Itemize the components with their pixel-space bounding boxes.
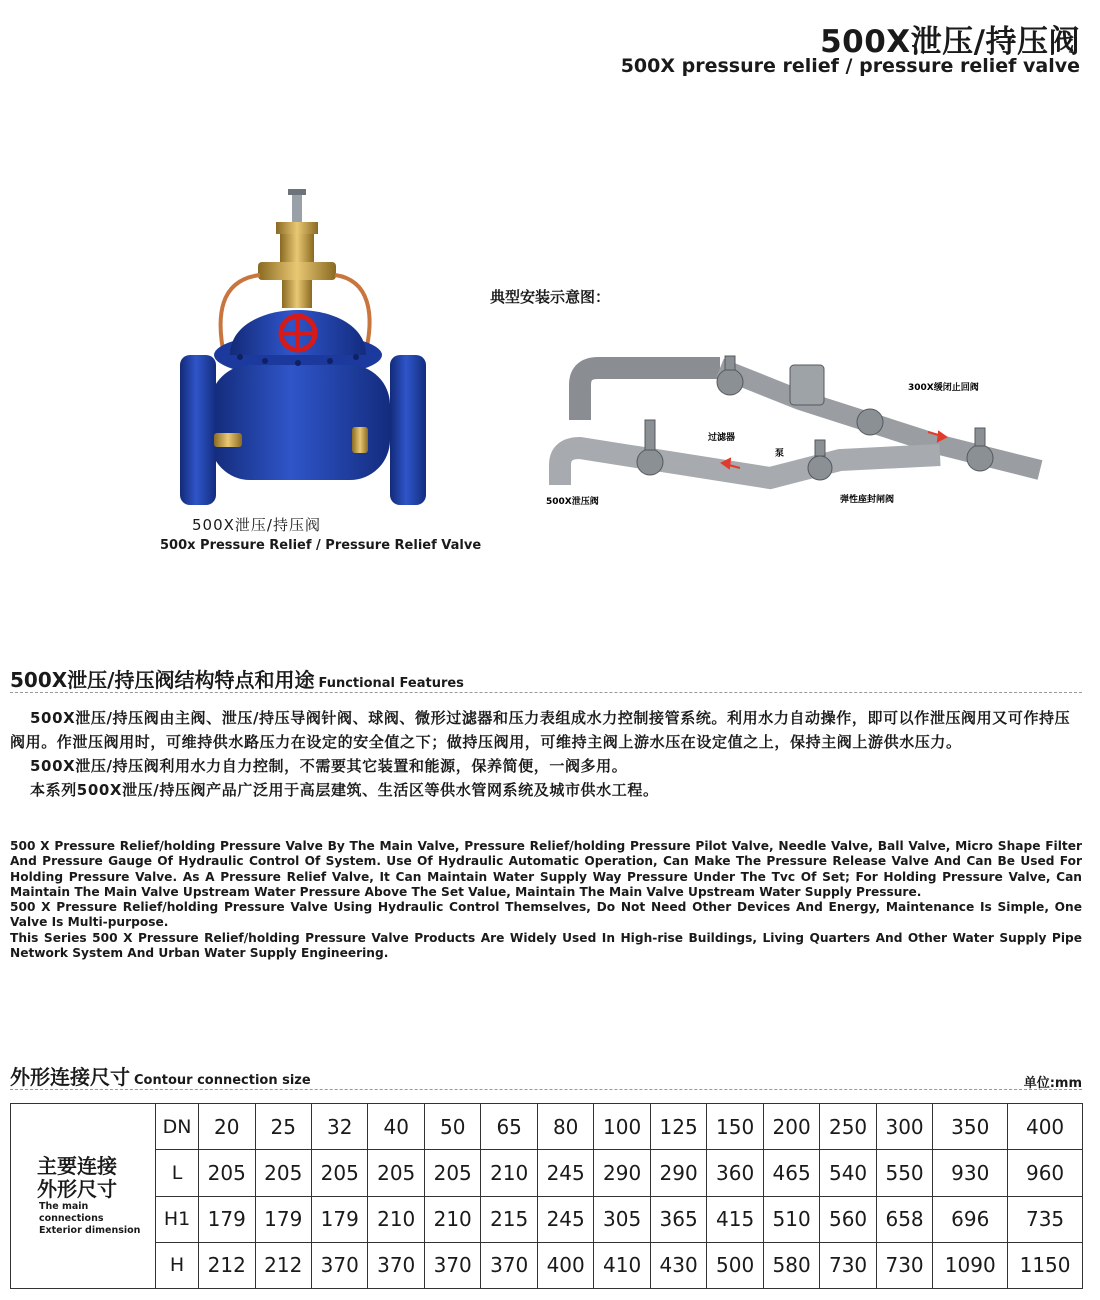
row-group-header — [11, 1104, 156, 1289]
features-heading-cn: 500X泄压/持压阀结构特点和用途 — [10, 668, 315, 692]
table-cell: 100 — [594, 1104, 650, 1150]
table-row — [11, 1104, 1083, 1150]
table-cell: 210 — [424, 1196, 480, 1242]
table-cell: 350 — [933, 1104, 1008, 1150]
table-cell: 50 — [424, 1104, 480, 1150]
unit-label: 单位:mm — [1023, 1076, 1082, 1091]
valve-caption-en: 500x Pressure Relief / Pressure Relief Valve — [160, 538, 482, 553]
dimensions-divider — [10, 1089, 1082, 1090]
valve-product-image — [170, 185, 440, 515]
row-label-dn: DN — [156, 1104, 199, 1150]
table-cell: 1090 — [933, 1242, 1008, 1288]
table-cell: 205 — [311, 1150, 367, 1196]
table-cell: 465 — [763, 1150, 819, 1196]
features-divider — [10, 692, 1082, 693]
table-cell: 370 — [311, 1242, 367, 1288]
cn-paragraph: 500X泄压/持压阀利用水力自力控制，不需要其它装置和能源，保养简便，一阀多用。 — [30, 757, 628, 775]
table-cell: 205 — [368, 1150, 424, 1196]
en-paragraph: 500 X Pressure Relief/holding Pressure Valve By The Main Valve, Pressure Relief/holding Pressure Pilot Valve, Needle Valve, Ball Valve, Micro Shape Filter And Pressure Gauge Of Hydraulic Control Of System. Use Of Hydraulic Automatic Operation, Can Make The Pressure Release Valve And Can Be Used For Holding Pressure Valve. As A Pressure Relief Valve, It Can Maintain Water Supply Way Pressure Under The Tvc Of Set; For Holding Pressure Valve, Can Maintain The Main Valve Upstream Water Pressure Above The Set Value, Maintain The Main Valve Upstream Water Supply Pressure. — [10, 839, 1082, 899]
table-cell: 80 — [537, 1104, 593, 1150]
table-cell: 32 — [311, 1104, 367, 1150]
table-cell: 20 — [199, 1104, 255, 1150]
table-cell: 735 — [1008, 1196, 1083, 1242]
valve-caption-cn: 500X泄压/持压阀 — [192, 516, 321, 534]
table-cell: 360 — [707, 1150, 763, 1196]
features-cn-text — [10, 706, 1082, 802]
table-cell: 179 — [255, 1196, 311, 1242]
table-cell: 210 — [368, 1196, 424, 1242]
table-cell: 510 — [763, 1196, 819, 1242]
table-cell: 410 — [594, 1242, 650, 1288]
table-cell: 205 — [255, 1150, 311, 1196]
table-row — [11, 1150, 1083, 1196]
table-cell: 215 — [481, 1196, 537, 1242]
table-cell: 179 — [199, 1196, 255, 1242]
table-cell: 430 — [650, 1242, 706, 1288]
installation-title: 典型安装示意图： — [490, 288, 611, 306]
label-relief-valve: 500X泄压阀 — [546, 497, 599, 507]
table-cell: 40 — [368, 1104, 424, 1150]
row-header-cn-2: 外形尺寸 — [37, 1177, 117, 1201]
label-check-valve: 300X缓闭止回阀 — [908, 383, 979, 393]
table-cell: 65 — [481, 1104, 537, 1150]
dimension-table — [10, 1103, 1083, 1289]
table-cell: 540 — [820, 1150, 876, 1196]
table-cell: 125 — [650, 1104, 706, 1150]
table-cell: 580 — [763, 1242, 819, 1288]
table-cell: 300 — [876, 1104, 932, 1150]
dimensions-heading-cn: 外形连接尺寸 — [10, 1065, 130, 1089]
row-label-l: L — [156, 1150, 199, 1196]
cn-paragraph: 500X泄压/持压阀由主阀、泄压/持压导阀针阀、球阀、微形过滤器和压力表组成水力控制接管系统。利用水力自动操作，即可以作泄压阀用又可作持压阀用。作泄压阀用时，可维持供水路压力在设定的安全值之下；做持压阀用，可维持主阀上游水压在设定值之上，保持主阀上游供水压力。 — [10, 709, 1071, 751]
en-paragraph: 500 X Pressure Relief/holding Pressure Valve Using Hydraulic Control Themselves, Do Not Need Other Devices And Energy, Maintenance Is Simple, One Valve Is Multi-purpose. — [10, 900, 1082, 930]
table-cell: 25 — [255, 1104, 311, 1150]
table-cell: 245 — [537, 1150, 593, 1196]
table-cell: 212 — [255, 1242, 311, 1288]
table-cell: 205 — [199, 1150, 255, 1196]
table-cell: 930 — [933, 1150, 1008, 1196]
table-cell: 550 — [876, 1150, 932, 1196]
table-cell: 305 — [594, 1196, 650, 1242]
table-cell: 212 — [199, 1242, 255, 1288]
table-cell: 370 — [481, 1242, 537, 1288]
table-cell: 370 — [424, 1242, 480, 1288]
table-cell: 245 — [537, 1196, 593, 1242]
table-cell: 205 — [424, 1150, 480, 1196]
table-cell: 200 — [763, 1104, 819, 1150]
row-header-cn-1: 主要连接 — [37, 1154, 117, 1178]
table-cell: 1150 — [1008, 1242, 1083, 1288]
table-cell: 730 — [820, 1242, 876, 1288]
table-cell: 400 — [537, 1242, 593, 1288]
label-filter: 过滤器 — [708, 433, 736, 443]
table-cell: 560 — [820, 1196, 876, 1242]
en-paragraph: This Series 500 X Pressure Relief/holding Pressure Valve Products Are Widely Used In High-rise Buildings, Living Quarters And Other Water Supply Pipe Network System And Urban Water Supply Engineering. — [10, 930, 1082, 961]
installation-diagram — [540, 350, 1050, 520]
table-cell: 150 — [707, 1104, 763, 1150]
table-cell: 210 — [481, 1150, 537, 1196]
row-header-en-2: Exterior dimension — [39, 1225, 141, 1236]
table-cell: 370 — [368, 1242, 424, 1288]
row-label-h1: H1 — [156, 1196, 199, 1242]
table-cell: 365 — [650, 1196, 706, 1242]
table-cell: 696 — [933, 1196, 1008, 1242]
table-cell: 400 — [1008, 1104, 1083, 1150]
dimensions-heading — [10, 1061, 311, 1090]
table-cell: 290 — [594, 1150, 650, 1196]
table-cell: 179 — [311, 1196, 367, 1242]
table-cell: 290 — [650, 1150, 706, 1196]
table-row — [11, 1242, 1083, 1288]
row-header-en-1: The main connections — [39, 1201, 104, 1224]
table-cell: 658 — [876, 1196, 932, 1242]
page-title-cn: 500X泄压/持压阀 — [820, 24, 1080, 60]
features-en-text — [10, 839, 1082, 961]
dimensions-heading-en: Contour connection size — [134, 1073, 311, 1088]
cn-paragraph: 本系列500X泄压/持压阀产品广泛用于高层建筑、生活区等供水管网系统及城市供水工程。 — [30, 781, 659, 799]
label-gate-valve: 弹性座封闸阀 — [840, 495, 895, 505]
page-title-en: 500X pressure relief / pressure relief valve — [620, 55, 1080, 77]
table-cell: 500 — [707, 1242, 763, 1288]
table-cell: 730 — [876, 1242, 932, 1288]
row-label-h: H — [156, 1242, 199, 1288]
table-cell: 250 — [820, 1104, 876, 1150]
label-pump: 泵 — [775, 449, 785, 459]
table-cell: 415 — [707, 1196, 763, 1242]
table-cell: 960 — [1008, 1150, 1083, 1196]
features-heading — [10, 664, 464, 693]
table-row — [11, 1196, 1083, 1242]
features-heading-en: Functional Features — [318, 676, 464, 691]
